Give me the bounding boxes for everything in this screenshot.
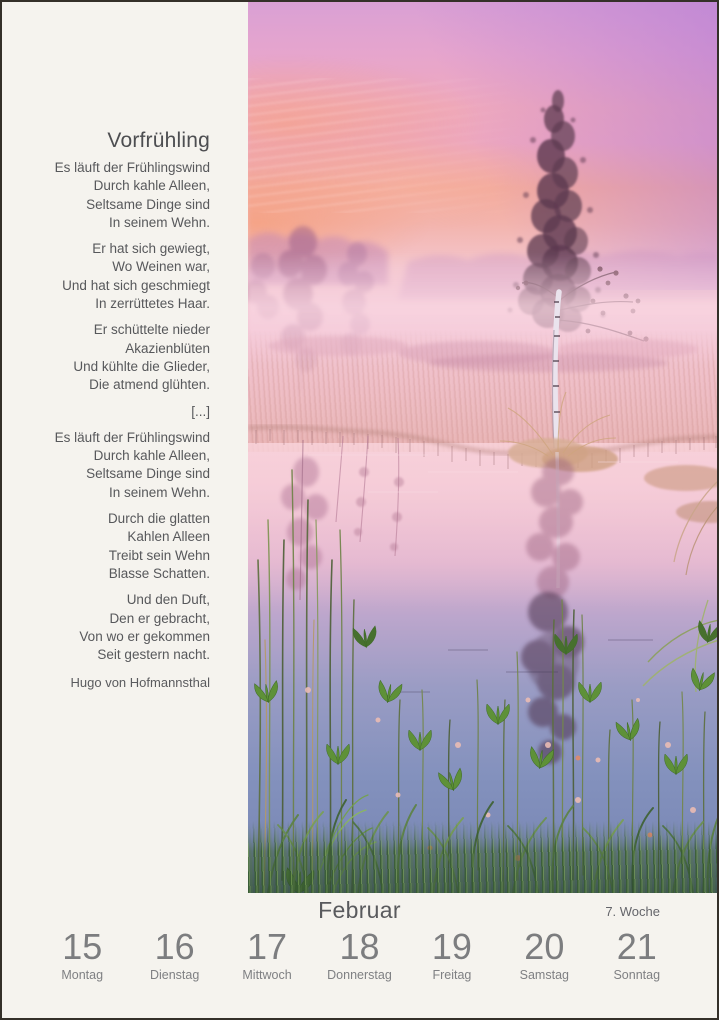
poem-line: Seit gestern nacht. (97, 647, 210, 663)
day-cell-tuesday (128, 926, 220, 982)
photo-bottom-grass-fringe (248, 821, 719, 893)
poem-line: Er hat sich gewiegt, (92, 241, 210, 257)
month-title: Februar (318, 897, 401, 923)
poem-line: Und hat sich geschmiegt (62, 277, 210, 293)
poem-stanza (0, 591, 210, 664)
poem-line: Seltsame Dinge sind (86, 196, 210, 212)
poem-author: Hugo von Hofmannsthal (70, 675, 210, 691)
poem-line: Durch kahle Alleen, (93, 448, 210, 464)
poem-line: Seltsame Dinge sind (86, 466, 210, 482)
photo-foreground-layer (248, 0, 719, 893)
poem-stanza (0, 159, 210, 232)
day-number: 15 (62, 926, 103, 967)
poem-line: Es läuft der Frühlingswind (54, 160, 210, 175)
day-cell-wednesday (221, 926, 313, 982)
day-name: Samstag (519, 968, 569, 982)
poem-line: Durch die glatten (107, 511, 210, 527)
poem-stanza (0, 240, 210, 313)
day-number: 17 (247, 926, 288, 967)
poem-line: Es läuft der Frühlingswind (54, 429, 210, 445)
day-cell-friday (406, 926, 498, 982)
poem-line: Treibt sein Wehn (108, 547, 210, 563)
poem-line: [...] (191, 403, 210, 419)
poem-line: Akazienblüten (125, 340, 210, 356)
day-cell-saturday (498, 926, 590, 982)
day-name: Dienstag (149, 968, 200, 982)
day-number: 19 (431, 926, 472, 967)
poem-line: Er schüttelte nieder (93, 322, 210, 338)
poem-line: Den er gebracht, (109, 610, 210, 626)
poem-line: Durch kahle Alleen, (93, 178, 210, 194)
poem-stanza (0, 321, 210, 394)
day-name: Freitag (432, 968, 472, 982)
poem-line: Wo Weinen war, (112, 259, 210, 275)
landscape-photo (248, 0, 719, 893)
poem-line: In seinem Wehn. (108, 484, 210, 500)
day-cell-sunday (591, 926, 683, 982)
day-name: Mittwoch (242, 968, 292, 982)
day-name: Montag (61, 968, 104, 982)
day-number: 18 (339, 926, 380, 967)
poem-line: In seinem Wehn. (108, 214, 210, 230)
day-number: 20 (524, 926, 565, 967)
day-number: 21 (616, 926, 657, 967)
poem-line: In zerrüttetes Haar. (95, 296, 210, 312)
days-row (36, 926, 683, 982)
poem-title: Vorfrühling (107, 129, 210, 152)
day-name: Sonntag (613, 968, 661, 982)
day-cell-thursday (313, 926, 405, 982)
poem-stanza (0, 429, 210, 502)
poem-line: Von wo er gekommen (79, 628, 210, 644)
poem-ellipsis (0, 403, 210, 421)
day-name: Donnerstag (327, 968, 392, 982)
poem-line: Und den Duft, (126, 592, 210, 608)
poem-stanza (0, 510, 210, 583)
poem-line: Blasse Schatten. (108, 565, 210, 581)
poem-line: Und kühlte die Glieder, (73, 358, 210, 374)
day-cell-monday (36, 926, 128, 982)
poem-line: Die atmend glühten. (89, 377, 210, 393)
day-number: 16 (154, 926, 195, 967)
poem-column (0, 128, 210, 690)
week-number: 7. Woche (605, 904, 660, 919)
right-grass-arcs (643, 480, 719, 692)
poem-line: Kahlen Alleen (127, 529, 210, 545)
